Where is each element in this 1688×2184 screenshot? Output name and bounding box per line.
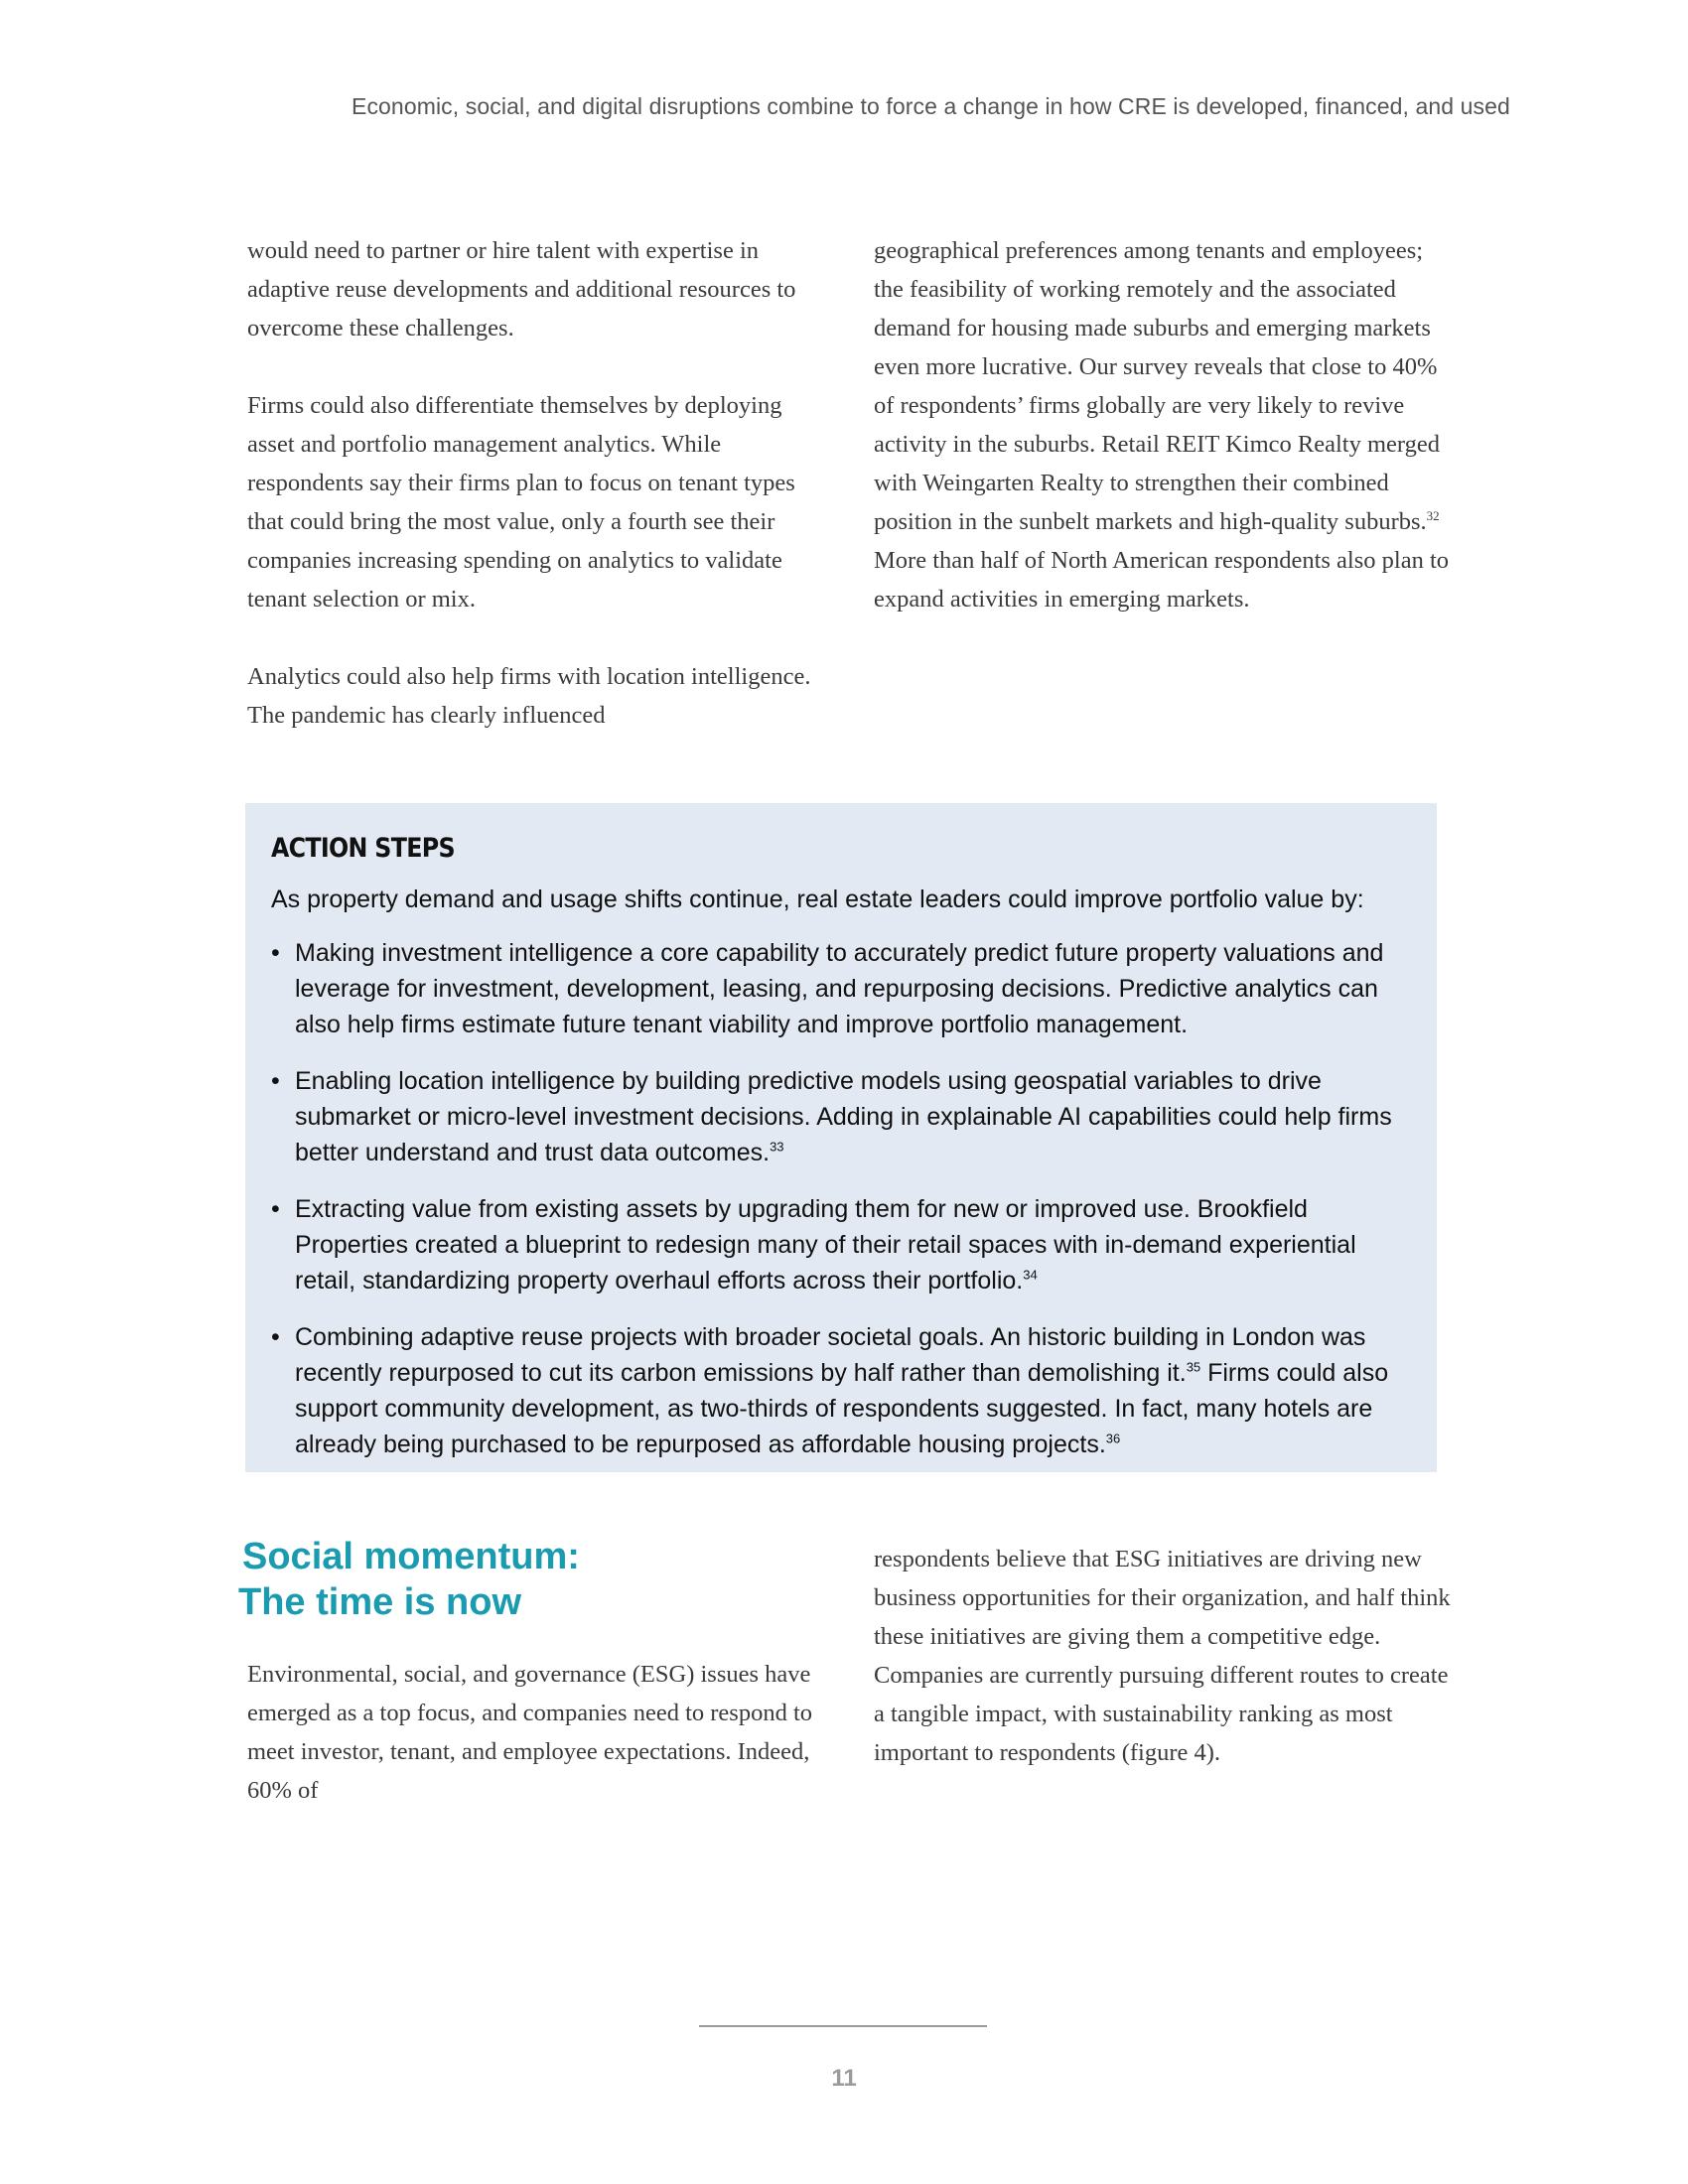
action-steps-intro: As property demand and usage shifts continue, real estate leaders could improve portfolio value by: (271, 886, 1364, 913)
action-step-item (271, 1191, 1409, 1298)
running-header: Economic, social, and digital disruptions combine to force a change in how CRE is developed, financed, and used (352, 93, 1510, 119)
action-steps-list (271, 935, 1409, 1462)
page-number: 11 (831, 2065, 857, 2092)
section-heading-line: The time is now (238, 1581, 522, 1623)
section-heading-line: Social momentum: (242, 1536, 580, 1577)
paragraph: Analytics could also help firms with location intelligence. The pandemic has clearly influenced (247, 663, 811, 729)
bullet-icon: • (271, 1067, 280, 1095)
body-column-left-bottom (247, 1655, 833, 1810)
action-step-text: Extracting value from existing assets by upgrading them for new or improved use. Brookfield Properties created a blueprint to redesign many of their retail spaces with in-demand experiential retail, standardizing property overhaul efforts across their portfolio. (295, 1195, 1356, 1295)
body-column-right-bottom (874, 1540, 1455, 1772)
paragraph: Environmental, social, and governance (ESG) issues have emerged as a top focus, and companies need to respond to meet investor, tenant, and employee expectations. Indeed, 60% of (247, 1661, 813, 1804)
footnote-ref-36[interactable]: 36 (1105, 1431, 1121, 1446)
action-step-item (271, 935, 1409, 1042)
action-step-item (271, 1319, 1409, 1462)
footnote-ref-35[interactable]: 35 (1186, 1359, 1201, 1375)
paragraph-text: geographical preferences among tenants and employees; the feasibility of working remotely and the associated demand for housing made suburbs and emerging markets even more lucrative. Our survey reveals that close to 40% of respondents’ firms globally are very likely to revive activity in the suburbs. Retail REIT Kimco Realty merged with Weingarten Realty to strengthen their combined position in the sunbelt markets and high-quality suburbs. (874, 237, 1440, 535)
body-column-right-top (874, 231, 1455, 618)
action-step-text: Making investment intelligence a core capability to accurately predict future property valuations and leverage for investment, development, leasing, and repurposing decisions. Predictive analytics can also help firms estimate future tenant viability and improve portfolio management. (295, 939, 1384, 1038)
action-step-text: Firms could also support community development, as two-thirds of respondents suggested. In fact, many hotels are already being purchased to be repurposed as affordable housing projects. (295, 1359, 1389, 1458)
action-steps-box (245, 803, 1437, 1472)
section-heading (238, 1534, 798, 1625)
footer-divider (699, 2025, 987, 2027)
action-step-text: Combining adaptive reuse projects with broader societal goals. An historic building in London was recently repurposed to cut its carbon emissions by half rather than demolishing it. (295, 1323, 1366, 1387)
footnote-ref-32[interactable]: 32 (1426, 507, 1440, 523)
footnote-ref-34[interactable]: 34 (1023, 1267, 1038, 1283)
body-column-left-top (247, 231, 833, 735)
footnote-ref-33[interactable]: 33 (770, 1139, 784, 1155)
bullet-icon: • (271, 1195, 280, 1223)
paragraph: Firms could also differentiate themselves by deploying asset and portfolio management analytics. While respondents say their firms plan to focus on tenant types that could bring the most value, only a fourth see their companies increasing spending on analytics to validate tenant selection or mix. (247, 392, 795, 613)
action-step-text: Enabling location intelligence by building predictive models using geospatial variables to drive submarket or micro-level investment decisions. Adding in explainable AI capabilities could help firms better understand and trust data outcomes. (295, 1067, 1392, 1166)
action-step-item (271, 1063, 1409, 1170)
bullet-icon: • (271, 1323, 280, 1351)
paragraph: respondents believe that ESG initiatives are driving new business opportunities for their organization, and half think these initiatives are giving them a competitive edge. Companies are currently pursuing different routes to create a tangible impact, with sustainability ranking as most important to respondents (figure 4). (874, 1546, 1451, 1766)
paragraph-text: More than half of North American respondents also plan to expand activities in emerging markets. (874, 547, 1450, 613)
paragraph (874, 231, 1455, 618)
paragraph: would need to partner or hire talent with expertise in adaptive reuse developments and additional resources to overcome these challenges. (247, 237, 796, 341)
action-steps-title: ACTION STEPS (271, 833, 455, 864)
bullet-icon: • (271, 939, 280, 967)
